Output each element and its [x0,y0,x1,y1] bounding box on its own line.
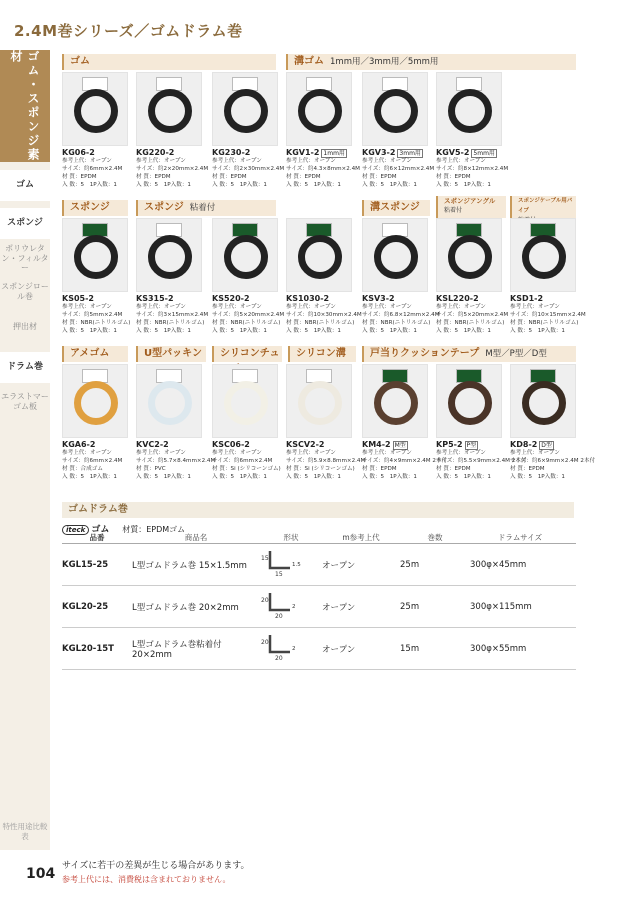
product-code: KVC2-2 [136,440,169,449]
product-spec: 材 質：EPDM [362,174,397,181]
product-code: KGV5-2 5mm用 [436,148,495,157]
product-spec: 参考上代：オープン [436,304,486,310]
product-spec: 入 数：5 1P入数：1 [436,328,491,335]
product-spec: 入 数：5 1P入数：1 [212,328,267,335]
product-card[interactable] [136,218,209,335]
product-spec: 材 質：EPDM [362,466,397,473]
product-spec: サイズ：約5.5×9mm×2.4M 2本付 [436,458,527,465]
product-card[interactable] [286,218,362,335]
drum-section-title: ゴムドラム巻 [62,502,574,518]
product-spec: 材 質：NBR(ニトリルゴム) [286,320,355,327]
product-spec: サイズ：約5mm×2.4M [62,312,123,319]
product-image [362,364,428,438]
svg-text:2: 2 [292,604,296,610]
product-image [436,218,502,292]
product-spec: サイズ：約8×12mm×2.4M [436,166,509,173]
product-spec: 参考上代：オープン [136,450,186,456]
product-spec: 入 数：5 1P入数：1 [436,474,491,481]
note-tax: 参考上代には、消費税は含まれておりません。 [62,875,231,884]
product-code: KGV3-2 3mm用 [362,148,421,157]
brand-logo: iteck [62,525,89,535]
sidebar-item-sponge-roll[interactable]: スポンジロール巻 [1,282,49,301]
product-spec: 材 質：EPDM [212,174,247,181]
drum-name: L型ゴムドラム巻粘着付 20×2mm [132,639,222,660]
product-spec: 参考上代：オープン [436,158,486,164]
product-spec: 参考上代：オープン [136,158,186,164]
table-row [62,628,576,670]
product-spec: 材 質：Si (シリコーンゴム) [212,466,281,473]
product-code: KS1030-2 [286,294,330,303]
product-spec: 参考上代：オープン [362,158,412,164]
product-spec: 材 質：PVC [136,466,166,473]
product-code: KSCV2-2 [286,440,325,449]
product-card[interactable] [136,364,216,481]
product-code: KS520-2 [212,294,250,303]
product-image [510,364,576,438]
product-spec: 入 数：5 1P入数：1 [212,474,267,481]
product-spec: 材 質：EPDM [510,466,545,473]
product-code: KG220-2 [136,148,175,157]
drum-code: KGL20-25 [62,601,109,612]
product-spec: 入 数：5 1P入数：1 [286,328,341,335]
product-spec: サイズ：約5×20mm×2.4M [436,312,509,319]
drum-code: KGL15-25 [62,559,109,570]
product-spec: 参考上代：オープン [510,304,560,310]
drum-size: 300φ×55mm [470,643,527,654]
product-spec: サイズ：約6mm×2.4M [212,458,273,465]
product-image [436,72,502,146]
product-card[interactable] [362,72,435,189]
sidebar-item-polyurethane[interactable]: ポリウレタン・フィルター [1,244,49,273]
section-sponge: スポンジ [62,200,128,216]
sidebar-item-gomu[interactable]: ゴム [0,170,50,201]
l-shape-diagram [260,632,322,665]
page-number: 104 [26,866,56,882]
product-card[interactable] [62,218,132,335]
drum-price: オープン [322,602,356,613]
product-spec: サイズ：約10×30mm×2.4M [286,312,362,319]
product-spec: 材 質：EPDM [436,466,471,473]
product-spec: 材 質：合成ゴム [62,466,103,473]
section-sponge-adhesive: スポンジ 粘着付 [136,200,276,216]
product-spec: 入 数：5 1P入数：1 [286,474,341,481]
product-image [212,72,278,146]
section-u-packing: U型パッキン [136,346,206,362]
drum-length: 25m [400,559,420,570]
svg-text:2: 2 [292,646,296,652]
product-code: KG06-2 [62,148,95,157]
sidebar-item-extrusion[interactable]: 押出材 [13,322,37,331]
svg-text:15: 15 [261,555,269,562]
page-title: 2.4M巻シリーズ／ゴムドラム巻 [14,22,243,40]
product-code: KP5-2 P型 [436,440,477,449]
table-header: 品番 商品名 形状 m参考上代 巻数 ドラムサイズ [62,532,576,544]
product-spec: 参考上代：オープン [362,450,412,456]
product-spec: 材 質：EPDM [62,174,97,181]
product-spec: 入 数：5 1P入数：1 [436,182,491,189]
drum-name: L型ゴムドラム巻 20×2mm [132,602,239,613]
product-spec: 入 数：5 1P入数：1 [362,474,417,481]
section-sponge-cable: スポンジケーブル用パイプ [510,196,576,218]
product-spec: サイズ：約3×15mm×2.4M [136,312,209,319]
product-image [136,364,202,438]
l-shape-diagram [260,548,322,581]
sidebar-item-drum[interactable]: ドラム巻 [0,352,50,383]
product-spec: サイズ：約6×9mm×2.4M 2本付 [510,458,596,465]
product-card[interactable] [362,218,440,335]
drum-name: L型ゴムドラム巻 15×1.5mm [132,560,247,571]
svg-text:20: 20 [275,655,283,662]
product-spec: 入 数：5 1P入数：1 [62,182,117,189]
product-code: KGV1-2 1mm用 [286,148,345,157]
product-spec: 材 質：NBR(ニトリルゴム) [212,320,281,327]
section-silicon-tube: シリコンチュ [212,346,282,362]
product-card[interactable] [136,72,209,189]
product-spec: サイズ：約2×30mm×2.4M [212,166,285,173]
svg-text:15: 15 [275,571,283,578]
product-spec: 材 質：EPDM [136,174,171,181]
drum-table [62,532,576,670]
svg-text:20: 20 [261,597,269,604]
product-card[interactable] [212,364,282,481]
product-spec: 参考上代：オープン [212,304,262,310]
product-image [136,218,202,292]
product-code: KS315-2 [136,294,174,303]
product-spec: 材 質：NBR(ニトリルゴム) [510,320,579,327]
product-spec: 入 数：5 1P入数：1 [136,182,191,189]
product-image [362,72,428,146]
product-card[interactable] [62,72,132,189]
product-card[interactable] [436,218,509,335]
product-spec: 参考上代：オープン [62,450,112,456]
product-spec: 参考上代：オープン [136,304,186,310]
sidebar-bottom-label[interactable]: 特性用途比較表 [2,822,48,841]
product-spec: 入 数：5 1P入数：1 [362,328,417,335]
section-sponge-angle: スポンジアングル 粘着付 [436,196,506,218]
drum-price: オープン [322,644,356,655]
drum-size: 300φ×115mm [470,601,532,612]
product-card[interactable] [286,72,360,189]
product-spec: 参考上代：オープン [510,450,560,456]
product-card[interactable] [212,72,285,189]
product-spec: 材 質：Si (シリコーンゴム) [286,466,355,473]
svg-text:1.5: 1.5 [292,562,301,568]
product-spec: 参考上代：オープン [212,450,262,456]
product-code: KS05-2 [62,294,94,303]
product-spec: 材 質：EPDM [286,174,321,181]
product-image [436,364,502,438]
product-spec: サイズ：約5×20mm×2.4M [212,312,285,319]
product-spec: 参考上代：オープン [212,158,262,164]
svg-text:20: 20 [261,639,269,646]
product-card[interactable] [212,218,285,335]
drum-length: 15m [400,643,420,654]
product-spec: 入 数：5 1P入数：1 [362,182,417,189]
product-image [510,218,576,292]
product-spec: サイズ：約6mm×2.4M [62,166,123,173]
product-spec: 参考上代：オープン [436,450,486,456]
product-spec: サイズ：約10×15mm×2.4M [510,312,586,319]
product-spec: サイズ：約5.9×8.8mm×2.4M [286,458,366,465]
product-spec: サイズ：約6.8×12mm×2.4M [362,312,440,319]
product-spec: 参考上代：オープン [286,450,336,456]
note-size: サイズに若干の差異が生じる場合があります。 [62,861,250,871]
l-shape-diagram [260,590,322,623]
product-code: KGA6-2 [62,440,96,449]
product-image [286,364,352,438]
section-mizo-sponge: 溝スポンジ [362,200,430,216]
product-spec: 参考上代：オープン [362,304,412,310]
product-image [62,218,128,292]
product-image [62,72,128,146]
table-row [62,544,576,586]
product-code: KM4-2 M型 [362,440,406,449]
drum-size: 300φ×45mm [470,559,527,570]
section-silicon-mizo: シリコン溝 [288,346,356,362]
product-image [286,218,352,292]
product-spec: 入 数：5 1P入数：1 [136,328,191,335]
product-spec: 入 数：5 1P入数：1 [62,474,117,481]
product-image [362,218,428,292]
drum-brand-line: iteck ゴム 材質：EPDMゴム [62,522,185,535]
table-row [62,586,576,628]
product-spec: 材 質：EPDM [436,174,471,181]
drum-length: 25m [400,601,420,612]
section-gomu: ゴム [62,54,276,70]
product-spec: 入 数：5 1P入数：1 [286,182,341,189]
product-card[interactable] [510,364,596,481]
product-spec: 入 数：5 1P入数：1 [62,328,117,335]
drum-price: オープン [322,560,356,571]
product-code: KSD1-2 [510,294,544,303]
product-code: KD8-2 D型 [510,440,552,449]
product-spec: 入 数：5 1P入数：1 [510,328,565,335]
product-spec: サイズ：約4×9mm×2.4M 2本付 [362,458,448,465]
product-image [286,72,352,146]
product-card[interactable] [62,364,132,481]
product-spec: 参考上代：オープン [62,304,112,310]
product-spec: サイズ：約6×12mm×2.4M [362,166,435,173]
product-spec: サイズ：約4.3×8mm×2.4M [286,166,360,173]
section-cushion-tape: 戸当りクッションテープ M型／P型／D型 [362,346,576,362]
product-spec: サイズ：約5.7×8.4mm×2.4M [136,458,216,465]
product-image [62,364,128,438]
product-spec: 材 質：NBR(ニトリルゴム) [436,320,505,327]
product-spec: 入 数：5 1P入数：1 [136,474,191,481]
sidebar-item-elastomer[interactable]: エラストマーゴム板 [1,392,49,411]
product-code: KSC06-2 [212,440,250,449]
section-ame-gomu: アメゴム [62,346,128,362]
product-card[interactable] [362,364,448,481]
product-spec: 材 質：NBR(ニトリルゴム) [362,320,431,327]
product-code: KG230-2 [212,148,251,157]
product-image [212,218,278,292]
product-spec: サイズ：約2×20mm×2.4M [136,166,209,173]
section-mizo-gomu: 溝ゴム 1mm用／3mm用／5mm用 [286,54,576,70]
sidebar-heading: ゴム・スポンジ素材 [0,50,50,162]
product-image [212,364,278,438]
product-spec: 参考上代：オープン [62,158,112,164]
product-spec: 入 数：5 1P入数：1 [212,182,267,189]
product-card[interactable] [510,218,586,335]
product-card[interactable] [436,364,527,481]
product-code: KSL220-2 [436,294,479,303]
product-spec: 入 数：5 1P入数：1 [510,474,565,481]
product-spec: 材 質：NBR(ニトリルゴム) [136,320,205,327]
product-card[interactable] [436,72,509,189]
product-spec: 参考上代：オープン [286,158,336,164]
product-image [136,72,202,146]
product-card[interactable] [286,364,366,481]
drum-code: KGL20-15T [62,643,114,654]
svg-text:20: 20 [275,613,283,620]
product-spec: サイズ：約6mm×2.4M [62,458,123,465]
product-spec: 参考上代：オープン [286,304,336,310]
product-spec: 材 質：NBR(ニトリルゴム) [62,320,131,327]
product-code: KSV3-2 [362,294,395,303]
sidebar-item-sponge[interactable]: スポンジ [0,208,50,239]
